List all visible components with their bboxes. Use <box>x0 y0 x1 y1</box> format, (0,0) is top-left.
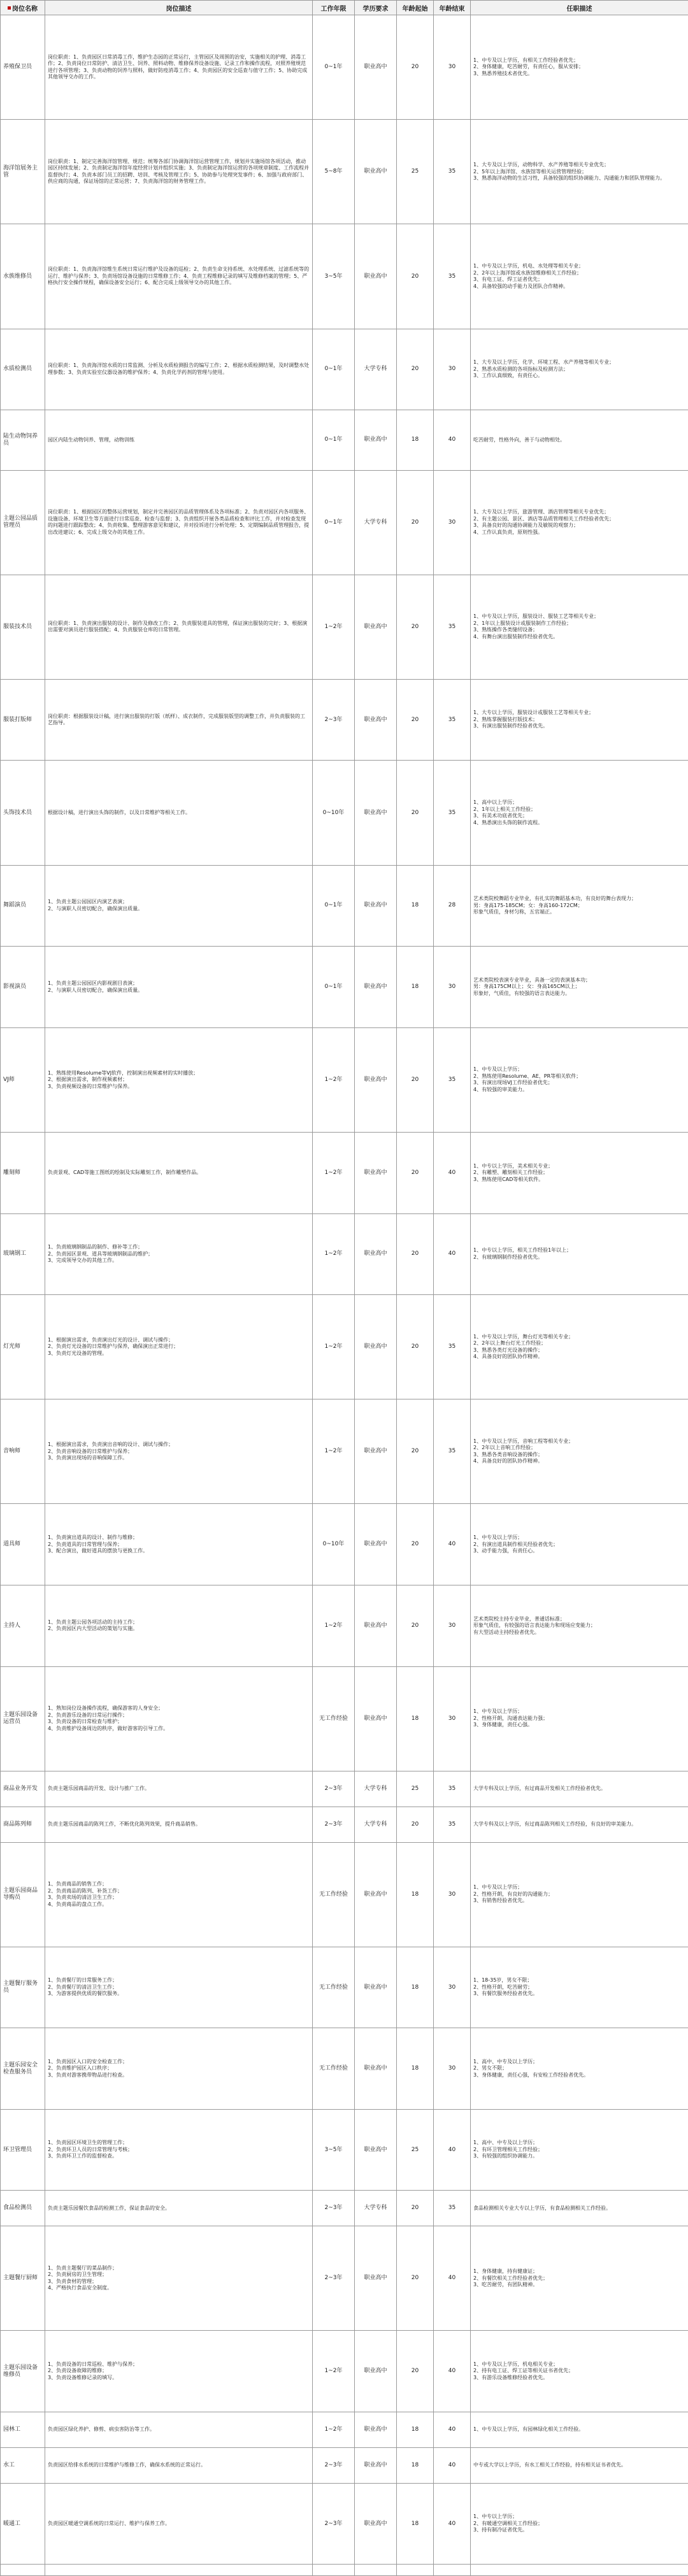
job-age-max: 35 <box>434 575 471 679</box>
job-education: 职业高中 <box>355 120 397 224</box>
job-education: 职业高中 <box>355 1585 397 1667</box>
job-requirements: 艺术类院校主持专业毕业，普通话标准； 形象气质佳，有较强的语言表达能力和现场应变能力； 有大型活动主持经验者优先。 <box>471 1585 688 1667</box>
table-row <box>1 1295 688 1399</box>
job-experience: 3~5年 <box>313 2109 355 2191</box>
job-requirements: 1、中专及以上学历，舞台灯光等相关专业； 2、2年以上舞台灯光工作经验； 3、熟悉各类灯光设备的操作； 4、具备良好的团队协作精神。 <box>471 1295 688 1399</box>
job-age-max: 35 <box>434 1807 471 1842</box>
job-education: 职业高中 <box>355 1132 397 1213</box>
job-experience: 1~2年 <box>313 575 355 679</box>
job-age-max: 35 <box>434 2191 471 2226</box>
job-requirements: 1、中专以上学历； 2、有暖通空调相关工作经验； 3、持有制冷证者优先。 <box>471 2483 688 2565</box>
job-age-max: 40 <box>434 1213 471 1295</box>
job-education: 职业高中 <box>355 2109 397 2191</box>
job-requirements: 1、中专以上学历，美术相关专业； 2、有雕塑、雕刻相关工作经验； 3、熟练使用CAD等相关软件。 <box>471 1132 688 1213</box>
job-experience: 2~3年 <box>313 1771 355 1807</box>
job-experience: 2~3年 <box>313 1807 355 1842</box>
job-education: 职业高中 <box>355 224 397 329</box>
job-name: 养殖保卫员 <box>1 15 45 120</box>
job-experience: 1~2年 <box>313 1295 355 1399</box>
job-requirements: 1、18-35岁，男女不限； 2、性格开朗，吃苦耐劳； 3、有餐饮服务经验者优先。 <box>471 1947 688 2028</box>
job-description: 1、负责餐厅的日常服务工作； 2、负责餐厅的清洁卫生工作； 3、为游客提供优质的餐饮服务。 <box>45 1947 313 2028</box>
job-education: 职业高中 <box>355 1666 397 1771</box>
job-experience: 0~1年 <box>313 329 355 410</box>
job-age-max: 40 <box>434 2109 471 2191</box>
job-description: 岗位职责：1、负责演出服装的设计、制作及修改工作；2、负责服装道具的管理，保证演出服装的完好；3、根据演出需要对演员进行服装搭配；4、负责服装仓库的日常管理。 <box>45 575 313 679</box>
job-education: 职业高中 <box>355 1027 397 1132</box>
job-age-max: 30 <box>434 15 471 120</box>
job-requirements: 艺术类院校表演专业毕业，具备一定的表演基本功； 男：身高175CM以上；女：身高165CM以上； 形象好，气质佳，有较强的语言表达能力。 <box>471 947 688 1028</box>
job-age-max: 35 <box>434 679 471 761</box>
job-description <box>45 2565 313 2576</box>
job-age-max: 28 <box>434 865 471 947</box>
job-age-max: 35 <box>434 120 471 224</box>
job-age-min: 25 <box>397 120 434 224</box>
job-age-min: 18 <box>397 410 434 470</box>
job-requirements: 1、大专及以上学历，动物科学、水产养殖等相关专业优先； 2、5年以上海洋馆、水族馆等相关运营管理经验； 3、熟悉海洋动物的生活习性，具备较强的组织协调能力、沟通能力和团队管理能力。 <box>471 120 688 224</box>
job-name: VJ师 <box>1 1027 45 1132</box>
job-requirements: 吃苦耐劳，性格外向，善于与动物相处。 <box>471 410 688 470</box>
job-age-min: 20 <box>397 2331 434 2412</box>
job-name <box>1 2565 45 2576</box>
job-age-min: 20 <box>397 15 434 120</box>
job-name: 主题乐园设备维修员 <box>1 2331 45 2412</box>
job-experience: 1~2年 <box>313 2412 355 2448</box>
job-age-min: 18 <box>397 2412 434 2448</box>
job-description: 负责主题乐园商品的陈列工作，不断优化陈列效果，提升商品销售。 <box>45 1807 313 1842</box>
job-requirements: 1、中专及以上学历，有相关工作经验者优先； 2、身体健康，吃苦耐劳，有责任心，服从安排； 3、熟悉养殖技术者优先。 <box>471 15 688 120</box>
job-experience: 2~3年 <box>313 2226 355 2331</box>
job-description: 1、负责主题公园各项活动的主持工作； 2、负责园区内大型活动的策划与实施。 <box>45 1585 313 1667</box>
job-name: 音响师 <box>1 1399 45 1504</box>
job-age-min: 20 <box>397 329 434 410</box>
table-row <box>1 2191 688 2226</box>
table-row <box>1 120 688 224</box>
table-row <box>1 1807 688 1842</box>
job-requirements: 1、中专及以上学历，音响工程等相关专业； 2、2年以上音响工作经验； 3、熟悉各类音响设备的操作； 4、具备良好的团队协作精神。 <box>471 1399 688 1504</box>
job-requirements: 1、中专及以上学历； 2、性格开朗，有良好的沟通能力； 3、有销售经验者优先。 <box>471 1842 688 1947</box>
job-name: 影视演员 <box>1 947 45 1028</box>
job-age-min <box>397 2565 434 2576</box>
job-name: 水族维修员 <box>1 224 45 329</box>
job-age-min: 25 <box>397 2109 434 2191</box>
job-age-max: 40 <box>434 2331 471 2412</box>
job-description: 1、负责主题公园园区内演艺表演； 2、与演职人员密切配合，确保演出质量。 <box>45 865 313 947</box>
job-experience: 1~2年 <box>313 2331 355 2412</box>
job-age-min: 18 <box>397 947 434 1028</box>
header-req: 任职描述 <box>471 1 688 15</box>
job-education: 职业高中 <box>355 1213 397 1295</box>
job-description: 负责主题乐园餐饮食品的检测工作，保证食品的安全。 <box>45 2191 313 2226</box>
table-row <box>1 2412 688 2448</box>
job-age-max: 30 <box>434 329 471 410</box>
job-experience: 2~3年 <box>313 679 355 761</box>
job-age-min: 25 <box>397 1771 434 1807</box>
job-age-min: 20 <box>397 575 434 679</box>
header-desc: 岗位描述 <box>45 1 313 15</box>
job-education: 职业高中 <box>355 2483 397 2565</box>
job-requirements: 1、高中、中专及以上学历； 2、有环卫管理相关工作经验； 3、有较强的组织协调能力。 <box>471 2109 688 2191</box>
job-education: 职业高中 <box>355 679 397 761</box>
job-description: 根据设计稿，进行演出头饰的制作，以及日常维护等相关工作。 <box>45 761 313 865</box>
table-row <box>1 1771 688 1807</box>
job-name: 服装技术员 <box>1 575 45 679</box>
job-name: 主题乐园安全检查服务员 <box>1 2028 45 2110</box>
job-age-min: 20 <box>397 1295 434 1399</box>
job-description: 岗位职责：1、负责海洋馆水质的日常监测、分析及水质检测报告的编写工作；2、根据水质检测结果，及时调整水处理参数；3、负责实验室仪器设备的维护保养；4、负责化学药剂的管理与使用。 <box>45 329 313 410</box>
job-education: 职业高中 <box>355 15 397 120</box>
job-experience: 1~2年 <box>313 1399 355 1504</box>
job-name: 主题乐园商品导购员 <box>1 1842 45 1947</box>
table-row <box>1 2447 688 2483</box>
job-age-min: 20 <box>397 1585 434 1667</box>
job-requirements: 1、大专及以上学历，化学、环境工程、水产养殖等相关专业； 2、熟悉水质检测的各项指标及检测方法； 3、工作认真细致，有责任心。 <box>471 329 688 410</box>
job-description: 负责园区暖通空调系统的日常运行、维护与保养工作。 <box>45 2483 313 2565</box>
job-education: 职业高中 <box>355 947 397 1028</box>
job-education: 大学专科 <box>355 470 397 575</box>
job-age-min: 20 <box>397 224 434 329</box>
job-requirements: 1、中专及以上学历，有园林绿化相关工作经验。 <box>471 2412 688 2448</box>
job-age-min: 20 <box>397 2191 434 2226</box>
table-body <box>1 15 688 2576</box>
job-name: 环卫管理员 <box>1 2109 45 2191</box>
job-experience: 0~10年 <box>313 1504 355 1585</box>
job-experience: 1~2年 <box>313 1585 355 1667</box>
table-row <box>1 1027 688 1132</box>
job-description: 岗位职责：1、负责海洋馆维生系统日常运行维护及设备的巡检；2、负责生命支持系统、水处理系统、过滤系统等的运行、维护与保养；3、负责场馆设备设施的日常维修工作；4、负责工程维修记录的填写及维修档案的管理；5、严格执行安全操作规程，确保设备安全运行；6、配合完成上级领导交办的其他工作。 <box>45 224 313 329</box>
header-row <box>1 1 688 15</box>
job-age-min: 20 <box>397 1807 434 1842</box>
job-age-max: 35 <box>434 1295 471 1399</box>
job-description: 1、负责园区环境卫生的管理工作； 2、负责环卫人员的日常管理与考核； 3、负责环卫工作的监督检查。 <box>45 2109 313 2191</box>
job-age-max: 40 <box>434 2412 471 2448</box>
table-row <box>1 2226 688 2331</box>
job-experience: 2~3年 <box>313 2483 355 2565</box>
job-experience: 0~1年 <box>313 470 355 575</box>
job-name: 水质检测员 <box>1 329 45 410</box>
job-experience: 1~2年 <box>313 1132 355 1213</box>
job-description: 1、负责主题公园园区内影视剧目表演； 2、与演职人员密切配合，确保演出质量。 <box>45 947 313 1028</box>
job-experience: 1~2年 <box>313 1213 355 1295</box>
table-row <box>1 15 688 120</box>
table-row <box>1 329 688 410</box>
job-name: 道具师 <box>1 1504 45 1585</box>
table-header <box>1 1 688 15</box>
table-row <box>1 2028 688 2110</box>
job-name: 服装打版师 <box>1 679 45 761</box>
header-name-label: 岗位名称 <box>12 5 38 13</box>
job-experience: 5~8年 <box>313 120 355 224</box>
job-name: 主持人 <box>1 1585 45 1667</box>
job-education: 职业高中 <box>355 761 397 865</box>
job-name: 主题乐园设备运营员 <box>1 1666 45 1771</box>
job-description: 1、负责玻璃钢制品的制作、修补等工作； 2、负责园区景观、道具等玻璃钢制品的维护； 3、完成领导交办的其他工作。 <box>45 1213 313 1295</box>
job-experience: 2~3年 <box>313 2447 355 2483</box>
table-row <box>1 1585 688 1667</box>
job-education: 大学专科 <box>355 329 397 410</box>
job-name: 陆生动物饲养员 <box>1 410 45 470</box>
job-description: 1、负责主题餐厅的菜品制作； 2、负责厨房的卫生管理； 3、负责食材的管理； 4、严格执行食品安全制度。 <box>45 2226 313 2331</box>
job-description: 岗位职责：1、负责园区日常消毒工作，维护生态园的正常运行，主管园区及周围的治安，实施相关的护理、消毒工作；2、负责岗位日常防护、清洁卫生、饲养、照料动物、维修保养设备设施、记录工作和操作流程，对照养殖规范进行各项管理；3、负责动物的饲养与照料，做好防疫消毒工作；4、负责园区的安全巡查与值守工作；5、协助完成其他领导交办的工作。 <box>45 15 313 120</box>
job-age-min: 20 <box>397 1132 434 1213</box>
table-row <box>1 761 688 865</box>
job-name: 主题餐厅厨师 <box>1 2226 45 2331</box>
header-age-min: 年龄起始 <box>397 1 434 15</box>
job-requirements: 中专或大学以上学历，有水工相关工作经验，持有相关证书者优先。 <box>471 2447 688 2483</box>
job-age-min: 20 <box>397 1027 434 1132</box>
job-experience: 0~1年 <box>313 865 355 947</box>
job-experience: 无工作经验 <box>313 1842 355 1947</box>
table-row <box>1 2109 688 2191</box>
job-requirements: 1、身体健康，持有健康证； 2、有餐饮相关工作经验者优先； 3、吃苦耐劳，有团队精神。 <box>471 2226 688 2331</box>
job-name: 食品检测员 <box>1 2191 45 2226</box>
job-age-max: 35 <box>434 1771 471 1807</box>
job-requirements: 1、高中以上学历； 2、1年以上相关工作经验； 3、有美术功底者优先； 4、熟悉演出头饰的制作流程。 <box>471 761 688 865</box>
table-row <box>1 470 688 575</box>
table-row <box>1 679 688 761</box>
table-row <box>1 2331 688 2412</box>
job-name: 商品业务开发 <box>1 1771 45 1807</box>
job-education: 大学专科 <box>355 2191 397 2226</box>
job-age-max: 40 <box>434 1132 471 1213</box>
job-name: 海洋馆展务主管 <box>1 120 45 224</box>
job-education: 大学专科 <box>355 1807 397 1842</box>
job-education: 职业高中 <box>355 865 397 947</box>
table-row <box>1 575 688 679</box>
table-row <box>1 2483 688 2565</box>
job-description: 1、负责演出道具的设计、制作与维修； 2、负责道具的日常管理与保养； 3、配合演出，做好道具的摆放与更换工作。 <box>45 1504 313 1585</box>
table-row <box>1 947 688 1028</box>
job-name: 玻璃钢工 <box>1 1213 45 1295</box>
job-age-max: 40 <box>434 2226 471 2331</box>
job-description: 负责园区给排水系统的日常维护与维修工作，确保水系统的正常运行。 <box>45 2447 313 2483</box>
table-row <box>1 2565 688 2576</box>
job-experience: 1~2年 <box>313 1027 355 1132</box>
job-requirements: 1、大专及以上学历，旅游管理、酒店管理等相关专业优先； 2、有主题公园、景区、酒店等品质管理相关工作经验者优先； 3、具备良好的沟通协调能力及敏锐的观察力； 4、工作认真负责，原则性强。 <box>471 470 688 575</box>
job-experience: 2~3年 <box>313 2191 355 2226</box>
job-age-min: 18 <box>397 1947 434 2028</box>
job-age-min: 20 <box>397 1504 434 1585</box>
job-description: 1、熟练使用Resolume等VJ软件，控制演出视频素材的实时播放； 2、根据演出需求，制作视频素材； 3、负责视频设备的日常维护与保养。 <box>45 1027 313 1132</box>
job-description: 负责景观、CAD等施工图纸的绘制及实际雕刻工作，制作雕塑作品。 <box>45 1132 313 1213</box>
job-description: 负责主题乐园商品的开发、设计与推广工作。 <box>45 1771 313 1807</box>
job-experience: 0~1年 <box>313 410 355 470</box>
job-name: 舞蹈演员 <box>1 865 45 947</box>
job-age-max: 30 <box>434 1585 471 1667</box>
job-requirements: 1、中专及以上学历； 2、性格开朗，沟通表达能力强； 3、身体健康，责任心强。 <box>471 1666 688 1771</box>
table-row <box>1 865 688 947</box>
job-experience: 无工作经验 <box>313 1666 355 1771</box>
job-description: 1、负责商品的销售工作； 2、负责商品的陈列、补货工作； 3、负责卖场的清洁卫生工作； 4、负责商品的盘点工作。 <box>45 1842 313 1947</box>
job-age-max: 40 <box>434 410 471 470</box>
job-education: 职业高中 <box>355 1399 397 1504</box>
job-description: 岗位职责：根据服装设计稿，进行演出服装的打版（纸样）、成衣制作，完成服装版型的调整工作，并负责服装的工艺指导。 <box>45 679 313 761</box>
job-requirements: 1、中专以上学历，相关工作经验1年以上； 2、有玻璃钢制作经验者优先。 <box>471 1213 688 1295</box>
job-education: 职业高中 <box>355 575 397 679</box>
job-age-max: 40 <box>434 1504 471 1585</box>
job-education: 职业高中 <box>355 2028 397 2110</box>
job-requirements: 1、中专及以上学历，服装设计、服装工艺等相关专业； 2、1年以上服装设计或服装制作工作经验； 3、熟练操作各类缝纫设备； 4、有舞台演出服装制作经验者优先。 <box>471 575 688 679</box>
job-name: 园林工 <box>1 2412 45 2448</box>
job-experience: 无工作经验 <box>313 2028 355 2110</box>
job-education: 职业高中 <box>355 1947 397 2028</box>
table-row <box>1 1947 688 2028</box>
job-name: 雕刻师 <box>1 1132 45 1213</box>
job-age-max: 35 <box>434 761 471 865</box>
job-requirements: 食品检测相关专业大专以上学历，有食品检测相关工作经验。 <box>471 2191 688 2226</box>
job-age-min: 18 <box>397 2447 434 2483</box>
job-description: 负责园区绿化养护、修剪、病虫害防治等工作。 <box>45 2412 313 2448</box>
job-description: 1、负责园区入口的安全检查工作； 2、负责维护园区入口秩序； 3、负责对游客携带物品进行检查。 <box>45 2028 313 2110</box>
job-name: 灯光师 <box>1 1295 45 1399</box>
job-experience <box>313 2565 355 2576</box>
header-age-max: 年龄结束 <box>434 1 471 15</box>
job-age-min: 20 <box>397 761 434 865</box>
job-education: 职业高中 <box>355 410 397 470</box>
table-row <box>1 224 688 329</box>
job-education <box>355 2565 397 2576</box>
job-age-min: 20 <box>397 1399 434 1504</box>
job-age-max: 35 <box>434 224 471 329</box>
job-age-max: 40 <box>434 2483 471 2565</box>
job-requirements: 大学专科及以上学历，有过商品陈列相关工作经验，有良好的审美能力。 <box>471 1807 688 1842</box>
job-age-max: 30 <box>434 1842 471 1947</box>
table-row <box>1 1213 688 1295</box>
job-requirements: 大学专科及以上学历，有过商品开发相关工作经验者优先。 <box>471 1771 688 1807</box>
job-description: 岗位职责：1、根据园区的整体运营规划，制定并完善园区的品质管理体系及各项标准；2、负责对园区内各项服务、设施设备、环境卫生等方面进行日常巡查、检查与监督；3、负责组织开展各类品质检查和评比工作，并对检查发现的问题进行跟踪整改；4、负责收集、整理游客意见和建议，并对投诉进行分析处理；5、定期编制品质管理报告，提出改进建议；6、完成上级交办的其他工作。 <box>45 470 313 575</box>
job-education: 职业高中 <box>355 2226 397 2331</box>
job-age-min: 18 <box>397 2028 434 2110</box>
job-age-min: 18 <box>397 2483 434 2565</box>
job-description: 1、熟知岗位设备操作流程，确保游客的人身安全； 2、负责游乐设备的日常运行操作； 3、负责设备的日常检查与维护； 4、负责维护设备周边的秩序，做好游客的引导工作。 <box>45 1666 313 1771</box>
job-age-max: 35 <box>434 1399 471 1504</box>
job-age-min: 20 <box>397 1213 434 1295</box>
job-age-max: 30 <box>434 470 471 575</box>
job-name: 水工 <box>1 2447 45 2483</box>
job-description: 1、根据演出需求，负责演出音响的设计、调试与操作； 2、负责音响设备的日常维护与保养； 3、负责演出现场的音响保障工作。 <box>45 1399 313 1504</box>
job-requirements: 1、中专及以上学历，机电相关专业； 2、持有电工证、焊工证等相关证书者优先； 3、有游乐设备维修经验者优先。 <box>471 2331 688 2412</box>
table-row <box>1 1132 688 1213</box>
table-row <box>1 1666 688 1771</box>
job-description: 岗位职责：1、制定完善海洋馆管理、规范；统筹各部门协调海洋馆运营管理工作，规划并实施场馆各项活动，推动园区持续发展；2、负责制定海洋馆年度经营计划并组织实施；3、负责制定海洋馆运营的各项规章制度、工作流程并监督执行；4、负责本部门员工的招聘、培训、考核及管理工作；5、协助参与处理突发事件；6、加强与政府部门、供应商的沟通，保证场馆的正常运营；7、负责海洋馆的财务管理工作。 <box>45 120 313 224</box>
header-edu: 学历要求 <box>355 1 397 15</box>
table-row <box>1 1399 688 1504</box>
job-name: 主题公园品质管理员 <box>1 470 45 575</box>
job-age-min: 20 <box>397 679 434 761</box>
job-age-max <box>434 2565 471 2576</box>
header-exp: 工作年限 <box>313 1 355 15</box>
job-age-min: 20 <box>397 2226 434 2331</box>
job-education: 职业高中 <box>355 2331 397 2412</box>
table-row <box>1 410 688 470</box>
header-marker-icon <box>8 6 11 10</box>
job-education: 职业高中 <box>355 1295 397 1399</box>
job-age-max: 30 <box>434 947 471 1028</box>
job-age-max: 30 <box>434 1947 471 2028</box>
job-requirements: 艺术类院校舞蹈专业毕业，有扎实的舞蹈基本功，有良好的舞台表现力； 男：身高175-185CM；女：身高160-172CM； 形象气质佳，身材匀称，五官端正。 <box>471 865 688 947</box>
job-description: 园区内陆生动物饲养、管理，动物训练 <box>45 410 313 470</box>
job-age-min: 20 <box>397 470 434 575</box>
job-description: 1、根据演出需求，负责演出灯光的设计、调试与操作； 2、负责灯光设备的日常维护与保养，确保演出正常进行； 3、负责灯光设备的管理。 <box>45 1295 313 1399</box>
job-experience: 0~1年 <box>313 947 355 1028</box>
job-experience: 0~10年 <box>313 761 355 865</box>
job-education: 职业高中 <box>355 1842 397 1947</box>
job-requirements: 1、高中、中专及以上学历； 2、男女不限； 3、身体健康，责任心强，有安检工作经验者优先。 <box>471 2028 688 2110</box>
table-row <box>1 1842 688 1947</box>
job-name: 商品陈列师 <box>1 1807 45 1842</box>
job-age-min: 18 <box>397 865 434 947</box>
job-requirements <box>471 2565 688 2576</box>
job-age-max: 35 <box>434 1027 471 1132</box>
job-description: 1、负责设备的日常巡检、维护与保养； 2、负责设备故障的维修； 3、负责设备维修记录的填写。 <box>45 2331 313 2412</box>
job-name: 头饰技术员 <box>1 761 45 865</box>
job-requirements: 1、中专及以上学历； 2、有演出道具制作相关经验者优先； 3、动手能力强，有责任心。 <box>471 1504 688 1585</box>
job-experience: 0~1年 <box>313 15 355 120</box>
header-name <box>1 1 45 15</box>
job-requirements: 1、中专及以上学历，机电、水处理等相关专业； 2、2年以上海洋馆或水族馆维修相关工作经验； 3、有电工证、焊工证者优先； 4、具备较强的动手能力及团队合作精神。 <box>471 224 688 329</box>
job-age-min: 18 <box>397 1842 434 1947</box>
table-row <box>1 1504 688 1585</box>
job-requirements: 1、中专及以上学历； 2、熟练使用Resolume、AE、PR等相关软件； 3、有演出现场VJ工作经验者优先； 4、有较强的审美能力。 <box>471 1027 688 1132</box>
job-age-max: 40 <box>434 2447 471 2483</box>
job-education: 职业高中 <box>355 2447 397 2483</box>
job-age-max: 30 <box>434 2028 471 2110</box>
job-education: 职业高中 <box>355 2412 397 2448</box>
job-education: 大学专科 <box>355 1771 397 1807</box>
job-experience: 3~5年 <box>313 224 355 329</box>
job-experience: 无工作经验 <box>313 1947 355 2028</box>
job-age-max: 30 <box>434 1666 471 1771</box>
job-name: 主题餐厅服务员 <box>1 1947 45 2028</box>
job-requirements: 1、大专以上学历，服装设计或服装工艺等相关专业； 2、熟练掌握服装打版技术； 3、有演出服装制作经验者优先。 <box>471 679 688 761</box>
job-age-min: 18 <box>397 1666 434 1771</box>
job-education: 职业高中 <box>355 1504 397 1585</box>
job-name: 暖通工 <box>1 2483 45 2565</box>
